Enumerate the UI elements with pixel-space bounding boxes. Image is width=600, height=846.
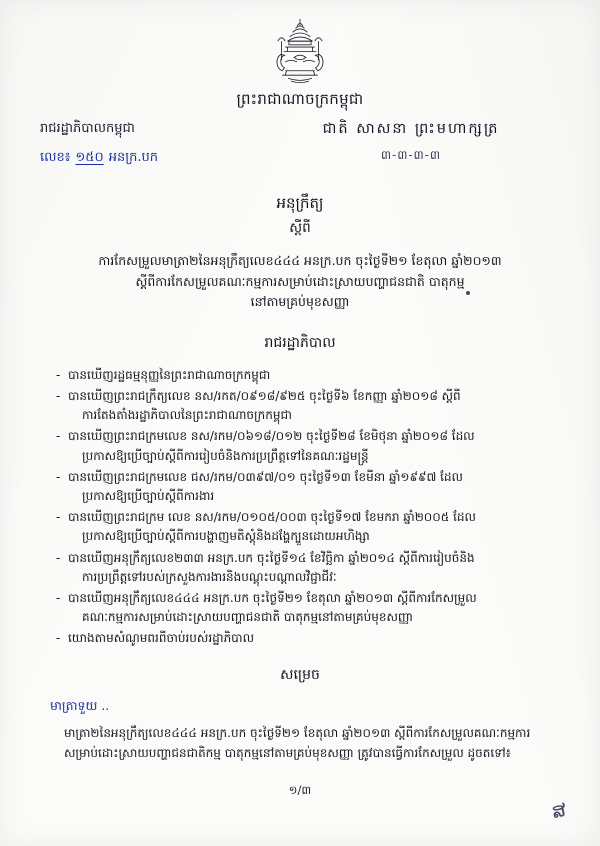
page-number: ១/៣ xyxy=(288,783,312,797)
clause-text xyxy=(68,508,558,546)
clause-text xyxy=(68,589,558,627)
document-number-suffix: អនក្រ.បក xyxy=(108,150,158,165)
royal-emblem-icon xyxy=(263,16,337,90)
header-row xyxy=(34,120,566,168)
list-item xyxy=(56,468,558,506)
document-number-value: ១៥០ xyxy=(75,150,104,165)
clause-line: យោងតាមសំណូមពរពីចាប់របស់រដ្ឋាភិបាល xyxy=(68,631,255,646)
clause-line: គណៈកម្មការសម្រាប់ដោះស្រាយបញ្ហាជនជាតិ បាតុកម្មនៅតាមគ្រប់មុខសញ្ញា xyxy=(82,610,413,625)
national-motto: ជាតិ សាសនា ព្រះមហាក្សត្រ xyxy=(322,121,500,137)
list-item xyxy=(56,387,558,425)
header-left-block xyxy=(34,120,255,168)
document-number-line xyxy=(40,149,255,168)
motto-flourish: ៣-៣-៣-៣ xyxy=(380,148,442,162)
clause-line: បានឃើញព្រះរាជក្រឹត្យលេខ នស/រកត/០៩១៨/៩២៥ ចុះថ្ងៃទី៦ ខែកញ្ញា ឆ្នាំ២០១៨ ស្ដីពី xyxy=(68,389,461,404)
clause-line: ការប្រព្រឹត្តទៅរបស់ក្រសួងការងារនិងបណ្ដុះបណ្ដាលវិជ្ជាជីវៈ xyxy=(82,569,337,584)
national-motto-block xyxy=(256,120,566,165)
clause-line: ការតែងតាំងរដ្ឋាភិបាលនៃព្រះរាជាណាចក្រកម្ពុជា xyxy=(82,408,292,423)
clause-text xyxy=(68,549,558,587)
clause-line: បានឃើញព្រះរាជក្រម លេខ នស/រកម/០១០៥/០០៣ ចុះថ្ងៃទី១៧ ខែមករា ឆ្នាំ២០០៥ ដែល xyxy=(68,510,476,525)
royal-emblem-wrap xyxy=(34,16,566,90)
clause-line: ប្រកាសឱ្យប្រើច្បាប់ស្ដីពីការរៀបចំនិងការប្រព្រឹត្តទៅនៃគណៈរដ្ឋមន្ត្រី xyxy=(82,448,369,463)
clause-dash: - xyxy=(56,389,61,404)
clause-list xyxy=(34,366,566,649)
clause-line: បានឃើញអនុក្រឹត្យលេខ៤៤៤ អនក្រ.បក ចុះថ្ងៃទី២១ ខែតុលា ឆ្នាំ២០១៣ ស្ដីពីការកែសម្រួល xyxy=(68,590,477,605)
clause-dash: - xyxy=(56,429,61,444)
clause-text xyxy=(68,629,558,648)
list-item xyxy=(56,549,558,587)
clause-text xyxy=(68,366,558,385)
list-item xyxy=(56,366,558,385)
article-label: មាត្រាទួយ .. xyxy=(50,697,110,713)
signature-initial: ສ xyxy=(549,796,569,824)
decree-subject xyxy=(34,251,566,313)
clause-dash: - xyxy=(56,510,61,525)
clause-line: បានឃើញរដ្ឋធម្មនុញ្ញនៃព្រះរាជាណាចក្រកម្ពុជា xyxy=(68,367,271,382)
document-number-label: លេខ៖ xyxy=(40,150,71,165)
list-item xyxy=(56,508,558,546)
list-item xyxy=(56,589,558,627)
list-item xyxy=(56,629,558,648)
clause-text xyxy=(68,468,558,506)
clause-line: បានឃើញព្រះរាជក្រមលេខ ជស/រកម/០៣៩៧/០១ ចុះថ្ងៃទី១៣ ខែមីនា ឆ្នាំ១៩៩៧ ដែល xyxy=(68,469,463,484)
ink-spot xyxy=(466,291,470,295)
decree-title: អនុក្រឹត្យ xyxy=(276,194,324,212)
clause-dash: - xyxy=(56,590,61,605)
decree-subtitle: ស្ដីពី xyxy=(289,220,311,236)
clause-line: បានឃើញអនុក្រឹត្យលេខ២៣៣ អនក្រ.បក ចុះថ្ងៃទី១៤ ខែវិច្ឆិកា ឆ្នាំ២០១៤ ស្ដីពីការរៀបចំនិង xyxy=(68,550,475,565)
national-title: ព្រះរាជាណាចក្រកម្ពុជា xyxy=(236,90,364,108)
clause-line: ប្រកាសឱ្យប្រើច្បាប់ស្ដីពីការបង្ហាញមតិស្ដុំនិងដង្ហែក្បួនដោយអហិង្សា xyxy=(82,529,370,544)
clause-line: បានឃើញព្រះរាជក្រមលេខ នស/រកម/០៦១៨/០១២ ចុះថ្ងៃទី២៨ ខែមិថុនា ឆ្នាំ២០១៨ ដែល xyxy=(68,429,475,444)
clause-dash: - xyxy=(56,469,61,484)
decree-subject-line: ការកែសម្រួលមាត្រា២នៃអនុក្រឹត្យលេខ៤៤៤ អនក្រ.បក ចុះថ្ងៃទី២១ ខែតុលា ឆ្នាំ២០១៣ xyxy=(98,253,502,268)
list-item xyxy=(56,427,558,465)
decree-subject-line: ស្ដីពីការកែសម្រួលគណៈកម្មការសម្រាប់ដោះស្រាយបញ្ហាជនជាតិ បាតុកម្ម xyxy=(135,273,465,289)
article-body-line: សម្រាប់ដោះស្រាយបញ្ហាជនជាតិកម្ម បាតុកម្មនៅតាមគ្រប់មុខសញ្ញា ត្រូវបានធ្វើការកែសម្រួល ដូចតទៅ៖ xyxy=(64,745,511,760)
section-heading-decides: សម្រេច xyxy=(280,666,320,683)
clause-text xyxy=(68,427,558,465)
clause-dash: - xyxy=(56,550,61,565)
decree-subject-line: នៅតាមគ្រប់មុខសញ្ញា xyxy=(250,294,350,310)
clause-dash: - xyxy=(56,367,61,382)
article-label-row xyxy=(34,698,566,717)
government-line: រាជរដ្ឋាភិបាលកម្ពុជា xyxy=(40,121,135,136)
clause-dash: - xyxy=(56,631,61,646)
section-heading-government: រាជរដ្ឋាភិបាល xyxy=(264,334,336,351)
clause-text xyxy=(68,387,558,425)
article-body xyxy=(34,723,566,764)
article-body-line: មាត្រា២នៃអនុក្រឹត្យលេខ៤៤៤ អនក្រ.បក ចុះថ្ងៃទី២១ ខែតុលា ឆ្នាំ២០១៣ ស្ដីពីការកែសម្រួលគណៈកម្មការ xyxy=(64,725,531,740)
clause-line: ប្រកាសឱ្យប្រើច្បាប់ស្ដីពីការងារ xyxy=(82,489,215,503)
